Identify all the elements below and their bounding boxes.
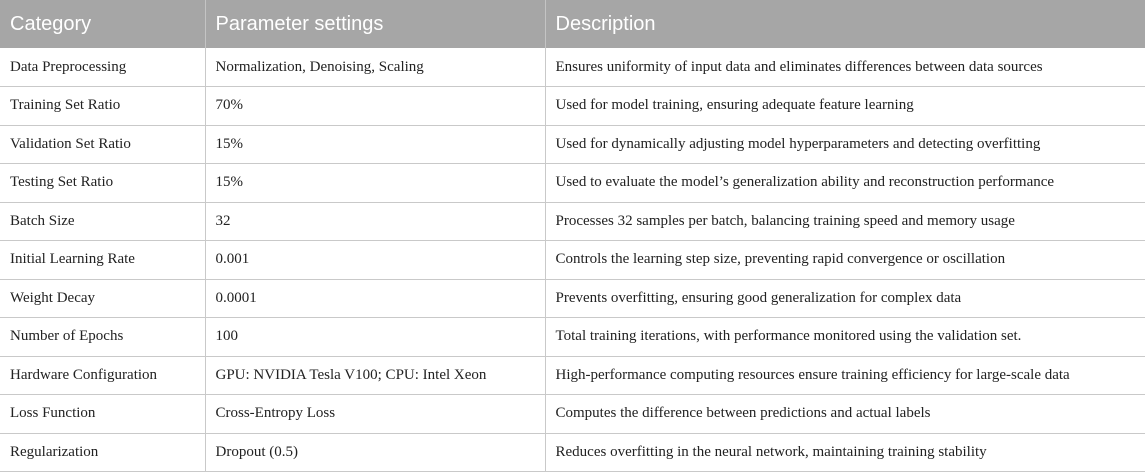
table-header — [0, 0, 1145, 48]
cell-description: Ensures uniformity of input data and eliminates differences between data sources — [545, 48, 1145, 87]
cell-category: Hardware Configuration — [0, 356, 205, 395]
cell-category: Data Preprocessing — [0, 48, 205, 87]
cell-parameter: GPU: NVIDIA Tesla V100; CPU: Intel Xeon — [205, 356, 545, 395]
table-body — [0, 48, 1145, 472]
cell-description: Used to evaluate the model’s generalization ability and reconstruction performance — [545, 164, 1145, 203]
table-row — [0, 164, 1145, 203]
table-row — [0, 48, 1145, 87]
cell-category: Weight Decay — [0, 279, 205, 318]
cell-category: Number of Epochs — [0, 318, 205, 357]
table-row — [0, 87, 1145, 126]
cell-parameter: 32 — [205, 202, 545, 241]
table-row — [0, 125, 1145, 164]
cell-description: Total training iterations, with performance monitored using the validation set. — [545, 318, 1145, 357]
cell-category: Testing Set Ratio — [0, 164, 205, 203]
header-parameter-settings: Parameter settings — [205, 0, 545, 48]
cell-description: High-performance computing resources ensure training efficiency for large-scale data — [545, 356, 1145, 395]
cell-description: Used for model training, ensuring adequate feature learning — [545, 87, 1145, 126]
cell-category: Loss Function — [0, 395, 205, 434]
cell-parameter: 15% — [205, 164, 545, 203]
cell-description: Computes the difference between predictions and actual labels — [545, 395, 1145, 434]
cell-parameter: Normalization, Denoising, Scaling — [205, 48, 545, 87]
cell-category: Training Set Ratio — [0, 87, 205, 126]
table-row — [0, 356, 1145, 395]
cell-parameter: 0.001 — [205, 241, 545, 280]
cell-parameter: 100 — [205, 318, 545, 357]
header-row — [0, 0, 1145, 48]
table-row — [0, 433, 1145, 472]
table-row — [0, 279, 1145, 318]
cell-category: Initial Learning Rate — [0, 241, 205, 280]
cell-category: Validation Set Ratio — [0, 125, 205, 164]
cell-description: Processes 32 samples per batch, balancing training speed and memory usage — [545, 202, 1145, 241]
header-description: Description — [545, 0, 1145, 48]
table-row — [0, 241, 1145, 280]
table-row — [0, 395, 1145, 434]
cell-parameter: Dropout (0.5) — [205, 433, 545, 472]
table-row — [0, 202, 1145, 241]
cell-parameter: 70% — [205, 87, 545, 126]
cell-description: Prevents overfitting, ensuring good generalization for complex data — [545, 279, 1145, 318]
header-category: Category — [0, 0, 205, 48]
cell-description: Reduces overfitting in the neural network, maintaining training stability — [545, 433, 1145, 472]
cell-parameter: Cross-Entropy Loss — [205, 395, 545, 434]
cell-parameter: 15% — [205, 125, 545, 164]
cell-parameter: 0.0001 — [205, 279, 545, 318]
cell-category: Regularization — [0, 433, 205, 472]
cell-description: Used for dynamically adjusting model hyperparameters and detecting overfitting — [545, 125, 1145, 164]
table-row — [0, 318, 1145, 357]
cell-category: Batch Size — [0, 202, 205, 241]
cell-description: Controls the learning step size, preventing rapid convergence or oscillation — [545, 241, 1145, 280]
